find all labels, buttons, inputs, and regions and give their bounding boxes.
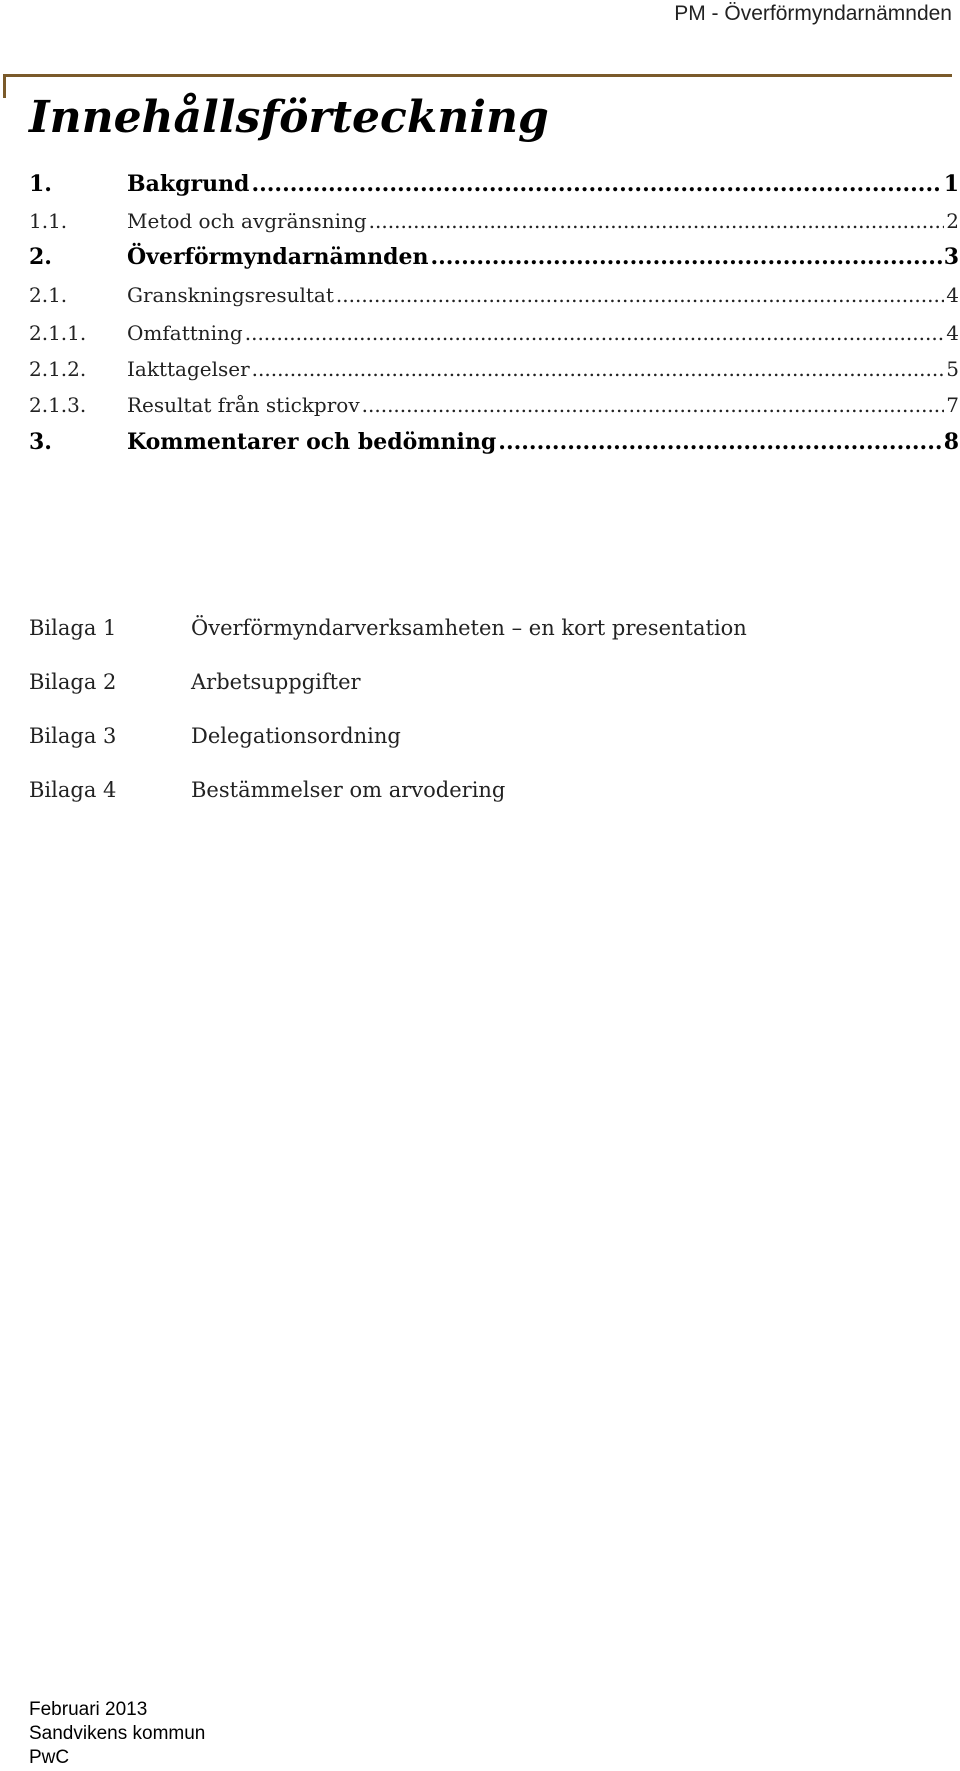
appendix-label: Bilaga 3 (29, 724, 117, 748)
toc-entry-label: Granskningsresultat (127, 283, 334, 307)
toc-entry-metod[interactable] (29, 209, 959, 249)
toc-entry-page: 4 (946, 321, 959, 345)
toc-entry-page: 7 (946, 393, 959, 417)
toc-entry-label: Omfattning (127, 321, 243, 345)
toc-entry-number: 2.1.1. (29, 321, 87, 345)
page-header-title: PM - Överförmyndarnämnden (674, 2, 952, 25)
toc-entry-page: 4 (946, 283, 959, 307)
header-rule (3, 74, 952, 77)
toc-entry-number: 2.1.2. (29, 357, 87, 381)
appendix-description: Bestämmelser om arvodering (191, 778, 506, 802)
appendix-description: Överförmyndarverksamheten – en kort presentation (191, 616, 747, 640)
toc-entry-page: 5 (946, 357, 959, 381)
toc-entry-bakgrund[interactable] (29, 171, 959, 211)
toc-dot-leader (245, 321, 945, 345)
toc-dot-leader (430, 244, 941, 270)
footer-company: PwC (29, 1747, 70, 1768)
appendix-description: Arbetsuppgifter (191, 670, 361, 694)
toc-entry-granskningsresultat[interactable] (29, 283, 959, 323)
toc-dot-leader (336, 283, 944, 307)
toc-dot-leader (362, 393, 945, 417)
toc-entry-page: 3 (943, 244, 959, 270)
toc-entry-label: Resultat från stickprov (127, 393, 360, 417)
toc-entry-number: 1.1. (29, 209, 68, 233)
footer-organization: Sandvikens kommun (29, 1723, 206, 1744)
appendix-label: Bilaga 4 (29, 778, 117, 802)
toc-title: Innehållsförteckning (29, 92, 549, 143)
toc-entry-overformyndarnamnden[interactable] (29, 244, 959, 284)
appendix-description: Delegationsordning (191, 724, 401, 748)
toc-dot-leader (498, 429, 941, 455)
toc-entry-kommentarer[interactable] (29, 429, 959, 469)
appendix-label: Bilaga 1 (29, 616, 117, 640)
appendix-item-4 (29, 778, 929, 814)
toc-dot-leader (252, 357, 945, 381)
appendix-item-1 (29, 616, 929, 652)
appendix-item-3 (29, 724, 929, 760)
toc-entry-page: 1 (943, 171, 959, 197)
toc-entry-label: Kommentarer och bedömning (127, 429, 497, 455)
appendix-label: Bilaga 2 (29, 670, 117, 694)
header-rule-tick (3, 74, 6, 98)
toc-entry-number: 2.1. (29, 283, 68, 307)
toc-entry-label: Iakttagelser (127, 357, 250, 381)
toc-entry-omfattning[interactable] (29, 321, 959, 361)
toc-entry-number: 1. (29, 171, 52, 197)
toc-entry-label: Metod och avgränsning (127, 209, 367, 233)
toc-entry-label: Överförmyndarnämnden (127, 244, 429, 270)
toc-entry-page: 8 (943, 429, 959, 455)
toc-dot-leader (369, 209, 945, 233)
toc-entry-number: 3. (29, 429, 52, 455)
appendix-item-2 (29, 670, 929, 706)
toc-entry-resultat-stickprov[interactable] (29, 393, 959, 433)
toc-dot-leader (251, 171, 941, 197)
toc-entry-number: 2. (29, 244, 52, 270)
toc-entry-iakttagelser[interactable] (29, 357, 959, 397)
footer-date: Februari 2013 (29, 1699, 148, 1720)
toc-entry-page: 2 (946, 209, 959, 233)
toc-entry-number: 2.1.3. (29, 393, 87, 417)
toc-entry-label: Bakgrund (127, 171, 250, 197)
